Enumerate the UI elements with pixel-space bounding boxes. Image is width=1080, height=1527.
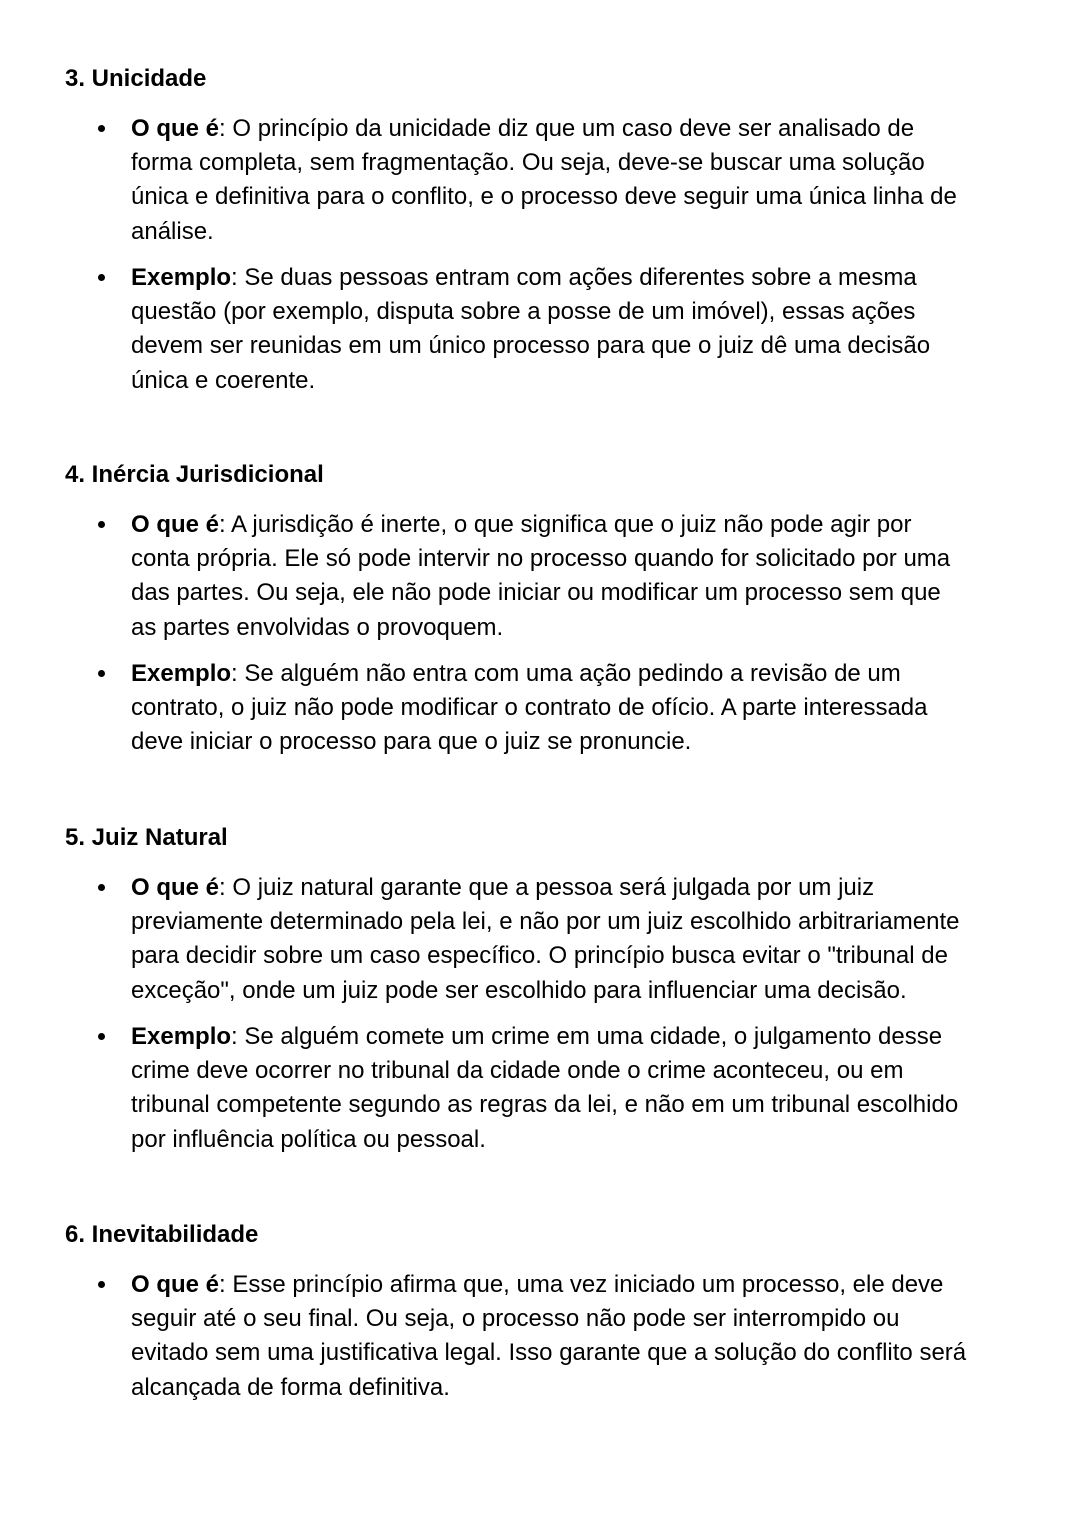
- section-heading: 3. Unicidade: [65, 65, 207, 92]
- item-line: previamente determinado pela lei, e não por um juiz escolhido arbitrariamente: [131, 908, 960, 936]
- bullet-icon: [98, 1033, 105, 1040]
- item-line: das partes. Ou seja, ele não pode iniciar ou modificar um processo sem que: [131, 579, 941, 607]
- bullet-icon: [98, 1281, 105, 1288]
- section-heading: 6. Inevitabilidade: [65, 1221, 259, 1248]
- item-label: Exemplo: [131, 1023, 232, 1050]
- item-line: seguir até o seu final. Ou seja, o processo não pode ser interrompido ou: [131, 1305, 900, 1333]
- item-line: : O princípio da unicidade diz que um caso deve ser analisado de: [219, 115, 915, 142]
- item-line: para decidir sobre um caso específico. O princípio busca evitar o "tribunal de: [131, 942, 948, 970]
- item-label: Exemplo: [131, 264, 232, 291]
- item-line: : A jurisdição é inerte, o que significa que o juiz não pode agir por: [219, 511, 912, 538]
- item-line: exceção", onde um juiz pode ser escolhido para influenciar uma decisão.: [131, 976, 907, 1004]
- item-line: : O juiz natural garante que a pessoa será julgada por um juiz: [219, 874, 875, 901]
- item-line: tribunal competente segundo as regras da lei, e não em um tribunal escolhido: [131, 1091, 959, 1119]
- item-line: conta própria. Ele só pode intervir no processo quando for solicitado por uma: [131, 545, 951, 573]
- item-label: Exemplo: [131, 660, 232, 687]
- item-line: crime deve ocorrer no tribunal da cidade onde o crime aconteceu, ou em: [131, 1057, 904, 1085]
- item-text: [131, 657, 1031, 760]
- item-label: O que é: [131, 874, 220, 901]
- item-line: devem ser reunidas em um único processo para que o juiz dê uma decisão: [131, 332, 931, 360]
- item-line: as partes envolvidas o provoquem.: [131, 613, 504, 641]
- bullet-icon: [98, 274, 105, 281]
- item-label: O que é: [131, 115, 220, 142]
- item-line: : Esse princípio afirma que, uma vez iniciado um processo, ele deve: [219, 1271, 944, 1298]
- item-line: evitado sem uma justificativa legal. Isso garante que a solução do conflito será: [131, 1339, 967, 1367]
- item-line: alcançada de forma definitiva.: [131, 1373, 450, 1401]
- item-text: [131, 261, 1031, 398]
- item-line: por influência política ou pessoal.: [131, 1125, 486, 1153]
- item-label: O que é: [131, 1271, 220, 1298]
- section-heading: 5. Juiz Natural: [65, 824, 228, 851]
- item-line: deve iniciar o processo para que o juiz se pronuncie.: [131, 728, 692, 756]
- item-line: contrato, o juiz não pode modificar o contrato de ofício. A parte interessada: [131, 694, 928, 722]
- bullet-icon: [98, 125, 105, 132]
- bullet-icon: [98, 521, 105, 528]
- item-text: [131, 112, 1031, 249]
- item-line: forma completa, sem fragmentação. Ou seja, deve-se buscar uma solução: [131, 149, 925, 177]
- item-line: : Se alguém não entra com uma ação pedindo a revisão de um: [231, 660, 901, 687]
- bullet-icon: [98, 884, 105, 891]
- item-text: [131, 508, 1031, 645]
- item-label: O que é: [131, 511, 220, 538]
- item-line: única e coerente.: [131, 366, 316, 394]
- item-text: [131, 871, 1031, 1008]
- section-heading: 4. Inércia Jurisdicional: [65, 461, 324, 488]
- item-line: : Se duas pessoas entram com ações diferentes sobre a mesma: [231, 264, 917, 291]
- item-line: questão (por exemplo, disputa sobre a posse de um imóvel), essas ações: [131, 298, 916, 326]
- bullet-icon: [98, 670, 105, 677]
- item-line: : Se alguém comete um crime em uma cidade, o julgamento desse: [231, 1023, 943, 1050]
- item-text: [131, 1020, 1031, 1157]
- item-line: única e definitiva para o conflito, e o processo deve seguir uma única linha de: [131, 183, 957, 211]
- item-line: análise.: [131, 217, 214, 245]
- item-text: [131, 1268, 1031, 1405]
